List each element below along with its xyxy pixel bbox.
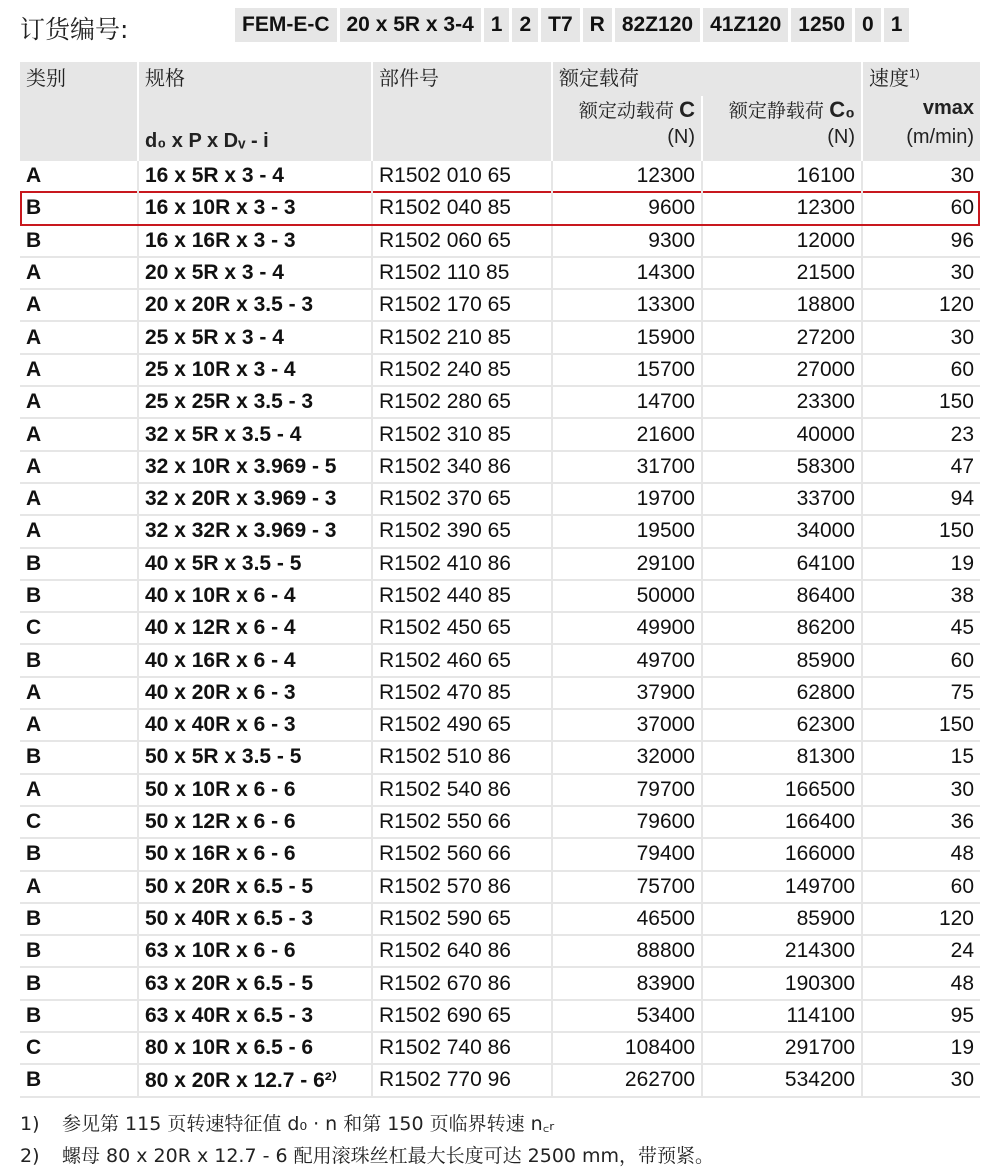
cell-category: C (20, 806, 138, 838)
cell-part-no: R1502 280 65 (372, 386, 552, 418)
cell-dynamic-load: 37000 (552, 709, 702, 741)
table-row (20, 321, 980, 353)
cell-category: A (20, 418, 138, 450)
header-spec-blank (138, 96, 372, 126)
cell-speed: 45 (862, 612, 980, 644)
cell-static-load: 23300 (702, 386, 862, 418)
cell-category: A (20, 709, 138, 741)
cell-spec: 50 x 16R x 6 - 6 (138, 838, 372, 870)
header-static-load (702, 96, 862, 126)
cell-category: A (20, 386, 138, 418)
header-dynamic-load (552, 96, 702, 126)
cell-speed: 30 (862, 160, 980, 192)
cell-dynamic-load: 19500 (552, 515, 702, 547)
cell-dynamic-load: 108400 (552, 1032, 702, 1064)
cell-category: B (20, 838, 138, 870)
cell-spec: 32 x 5R x 3.5 - 4 (138, 418, 372, 450)
cell-dynamic-load: 49900 (552, 612, 702, 644)
cell-speed: 60 (862, 644, 980, 676)
cell-speed: 60 (862, 192, 980, 224)
cell-part-no: R1502 170 65 (372, 289, 552, 321)
table-row (20, 257, 980, 289)
cell-category: A (20, 774, 138, 806)
cell-dynamic-load: 9300 (552, 225, 702, 257)
table-row (20, 1032, 980, 1064)
order-code-segment: 1250 (791, 8, 852, 42)
order-code-bar (20, 8, 980, 42)
footnote (20, 1108, 980, 1140)
cell-speed: 48 (862, 967, 980, 999)
cell-dynamic-load: 31700 (552, 451, 702, 483)
cell-speed: 38 (862, 580, 980, 612)
header-spec: 规格 (138, 62, 372, 96)
cell-category: C (20, 1032, 138, 1064)
cell-spec: 25 x 10R x 3 - 4 (138, 354, 372, 386)
cell-static-load: 18800 (702, 289, 862, 321)
cell-dynamic-load: 14300 (552, 257, 702, 289)
header-static-unit: (N) (702, 126, 862, 160)
cell-speed: 150 (862, 515, 980, 547)
cell-part-no: R1502 370 65 (372, 483, 552, 515)
cell-spec: 40 x 20R x 6 - 3 (138, 677, 372, 709)
cell-speed: 94 (862, 483, 980, 515)
cell-static-load: 85900 (702, 903, 862, 935)
cell-part-no: R1502 770 96 (372, 1064, 552, 1096)
cell-dynamic-load: 262700 (552, 1064, 702, 1096)
cell-spec: 40 x 16R x 6 - 4 (138, 644, 372, 676)
cell-category: A (20, 483, 138, 515)
cell-static-load: 12300 (702, 192, 862, 224)
cell-spec: 25 x 25R x 3.5 - 3 (138, 386, 372, 418)
cell-speed: 60 (862, 354, 980, 386)
cell-static-load: 149700 (702, 871, 862, 903)
cell-dynamic-load: 79400 (552, 838, 702, 870)
cell-static-load: 291700 (702, 1032, 862, 1064)
cell-static-load: 166400 (702, 806, 862, 838)
cell-spec: 25 x 5R x 3 - 4 (138, 321, 372, 353)
cell-dynamic-load: 50000 (552, 580, 702, 612)
cell-speed: 30 (862, 257, 980, 289)
header-rated-load: 额定载荷 (552, 62, 862, 96)
cell-spec: 50 x 20R x 6.5 - 5 (138, 871, 372, 903)
header-part-no: 部件号 (372, 62, 552, 96)
header-speed-unit: (m/min) (862, 126, 980, 160)
cell-spec: 16 x 16R x 3 - 3 (138, 225, 372, 257)
order-code-segment: 2 (512, 8, 538, 42)
cell-spec: 32 x 20R x 3.969 - 3 (138, 483, 372, 515)
cell-category: A (20, 289, 138, 321)
cell-spec: 16 x 5R x 3 - 4 (138, 160, 372, 192)
cell-speed: 60 (862, 871, 980, 903)
cell-part-no: R1502 540 86 (372, 774, 552, 806)
table-row (20, 192, 980, 224)
cell-category: A (20, 451, 138, 483)
header-dynamic-label: 额定动载荷 (578, 101, 674, 122)
cell-spec: 50 x 5R x 3.5 - 5 (138, 741, 372, 773)
cell-speed: 15 (862, 741, 980, 773)
cell-part-no: R1502 470 85 (372, 677, 552, 709)
cell-static-load: 62300 (702, 709, 862, 741)
cell-spec: 50 x 12R x 6 - 6 (138, 806, 372, 838)
table-row (20, 903, 980, 935)
cell-static-load: 64100 (702, 548, 862, 580)
footnote-text: 螺母 80 x 20R x 12.7 - 6 配用滚珠丝杠最大长度可达 2500 mm，带预紧。 (62, 1145, 715, 1167)
spec-table (20, 62, 980, 1098)
cell-dynamic-load: 32000 (552, 741, 702, 773)
cell-part-no: R1502 240 85 (372, 354, 552, 386)
cell-spec: 50 x 10R x 6 - 6 (138, 774, 372, 806)
order-code-segment: 0 (855, 8, 881, 42)
table-row (20, 289, 980, 321)
cell-static-load: 85900 (702, 644, 862, 676)
cell-static-load: 40000 (702, 418, 862, 450)
order-code-segment: 82Z120 (615, 8, 700, 42)
header-part-blank-2 (372, 126, 552, 160)
header-speed-symbol: vmax (862, 96, 980, 126)
cell-speed: 96 (862, 225, 980, 257)
table-row (20, 548, 980, 580)
cell-static-load: 166000 (702, 838, 862, 870)
cell-speed: 48 (862, 838, 980, 870)
cell-spec: 20 x 20R x 3.5 - 3 (138, 289, 372, 321)
cell-dynamic-load: 14700 (552, 386, 702, 418)
cell-category: B (20, 903, 138, 935)
cell-static-load: 34000 (702, 515, 862, 547)
cell-part-no: R1502 740 86 (372, 1032, 552, 1064)
footnote-mark: 1) (20, 1113, 40, 1135)
footnotes (20, 1108, 980, 1172)
cell-spec: 40 x 40R x 6 - 3 (138, 709, 372, 741)
header-speed-note: 1) (909, 66, 920, 81)
cell-static-load: 86400 (702, 580, 862, 612)
cell-static-load: 190300 (702, 967, 862, 999)
table-row (20, 838, 980, 870)
header-spec-symbol: d₀ x P x Dᵥ - i (138, 126, 372, 160)
cell-part-no: R1502 570 86 (372, 871, 552, 903)
cell-part-no: R1502 590 65 (372, 903, 552, 935)
cell-static-load: 12000 (702, 225, 862, 257)
cell-speed: 150 (862, 709, 980, 741)
table-row (20, 677, 980, 709)
cell-category: B (20, 1064, 138, 1096)
cell-spec: 63 x 40R x 6.5 - 3 (138, 1000, 372, 1032)
table-row (20, 644, 980, 676)
table-body (20, 160, 980, 1097)
cell-spec: 63 x 10R x 6 - 6 (138, 935, 372, 967)
cell-dynamic-load: 12300 (552, 160, 702, 192)
cell-category: B (20, 967, 138, 999)
cell-dynamic-load: 29100 (552, 548, 702, 580)
cell-static-load: 27200 (702, 321, 862, 353)
cell-dynamic-load: 79600 (552, 806, 702, 838)
cell-speed: 30 (862, 1064, 980, 1096)
table-row (20, 580, 980, 612)
cell-dynamic-load: 9600 (552, 192, 702, 224)
table-row (20, 967, 980, 999)
cell-spec: 16 x 10R x 3 - 3 (138, 192, 372, 224)
header-static-symbol: C₀ (829, 97, 855, 122)
header-speed (862, 62, 980, 96)
cell-part-no: R1502 560 66 (372, 838, 552, 870)
cell-spec: 40 x 5R x 3.5 - 5 (138, 548, 372, 580)
header-dynamic-symbol: C (679, 97, 695, 122)
table-row (20, 483, 980, 515)
cell-dynamic-load: 75700 (552, 871, 702, 903)
cell-speed: 150 (862, 386, 980, 418)
order-code-segment: FEM-E-C (235, 8, 337, 42)
order-code-segment: 41Z120 (703, 8, 788, 42)
cell-spec: 20 x 5R x 3 - 4 (138, 257, 372, 289)
cell-dynamic-load: 15900 (552, 321, 702, 353)
table-row (20, 418, 980, 450)
cell-category: B (20, 741, 138, 773)
header-dynamic-unit: (N) (552, 126, 702, 160)
table-row (20, 1000, 980, 1032)
order-code-segments (235, 8, 912, 42)
cell-part-no: R1502 440 85 (372, 580, 552, 612)
cell-speed: 24 (862, 935, 980, 967)
cell-speed: 120 (862, 903, 980, 935)
cell-part-no: R1502 210 85 (372, 321, 552, 353)
table-row (20, 709, 980, 741)
cell-speed: 19 (862, 1032, 980, 1064)
footnote-text: 参见第 115 页转速特征值 d₀ · n 和第 150 页临界转速 n꜀ᵣ (62, 1113, 555, 1135)
footnote (20, 1140, 980, 1172)
table-row (20, 160, 980, 192)
table-row (20, 1064, 980, 1096)
table-row (20, 871, 980, 903)
cell-static-load: 534200 (702, 1064, 862, 1096)
cell-speed: 36 (862, 806, 980, 838)
table-row (20, 354, 980, 386)
cell-part-no: R1502 550 66 (372, 806, 552, 838)
order-code-segment: 20 x 5R x 3-4 (340, 8, 481, 42)
order-code-segment: R (583, 8, 612, 42)
cell-static-load: 58300 (702, 451, 862, 483)
cell-category: B (20, 1000, 138, 1032)
cell-speed: 30 (862, 774, 980, 806)
order-code-segment: 1 (484, 8, 510, 42)
cell-part-no: R1502 640 86 (372, 935, 552, 967)
cell-part-no: R1502 340 86 (372, 451, 552, 483)
table-row (20, 451, 980, 483)
cell-spec: 40 x 12R x 6 - 4 (138, 612, 372, 644)
table-row (20, 386, 980, 418)
cell-category: A (20, 515, 138, 547)
cell-part-no: R1502 490 65 (372, 709, 552, 741)
cell-part-no: R1502 040 85 (372, 192, 552, 224)
table-row (20, 225, 980, 257)
cell-static-load: 81300 (702, 741, 862, 773)
cell-part-no: R1502 110 85 (372, 257, 552, 289)
cell-part-no: R1502 010 65 (372, 160, 552, 192)
cell-spec: 32 x 10R x 3.969 - 5 (138, 451, 372, 483)
table-row (20, 774, 980, 806)
cell-static-load: 27000 (702, 354, 862, 386)
table-header (20, 62, 980, 160)
cell-part-no: R1502 390 65 (372, 515, 552, 547)
cell-dynamic-load: 19700 (552, 483, 702, 515)
cell-part-no: R1502 450 65 (372, 612, 552, 644)
cell-speed: 120 (862, 289, 980, 321)
cell-category: B (20, 580, 138, 612)
cell-category: B (20, 548, 138, 580)
cell-speed: 47 (862, 451, 980, 483)
table-row (20, 515, 980, 547)
cell-dynamic-load: 83900 (552, 967, 702, 999)
cell-dynamic-load: 49700 (552, 644, 702, 676)
order-code-segment: 1 (884, 8, 910, 42)
cell-speed: 19 (862, 548, 980, 580)
cell-category: A (20, 321, 138, 353)
cell-speed: 75 (862, 677, 980, 709)
cell-part-no: R1502 060 65 (372, 225, 552, 257)
cell-category: A (20, 257, 138, 289)
header-category-blank (20, 96, 138, 126)
cell-part-no: R1502 460 65 (372, 644, 552, 676)
cell-spec: 40 x 10R x 6 - 4 (138, 580, 372, 612)
cell-static-load: 114100 (702, 1000, 862, 1032)
cell-dynamic-load: 46500 (552, 903, 702, 935)
cell-category: A (20, 871, 138, 903)
cell-speed: 30 (862, 321, 980, 353)
cell-category: B (20, 935, 138, 967)
cell-static-load: 214300 (702, 935, 862, 967)
cell-spec: 32 x 32R x 3.969 - 3 (138, 515, 372, 547)
cell-category: B (20, 192, 138, 224)
header-part-blank (372, 96, 552, 126)
header-static-label: 额定静载荷 (728, 101, 824, 122)
cell-category: B (20, 644, 138, 676)
table-row (20, 935, 980, 967)
cell-dynamic-load: 15700 (552, 354, 702, 386)
table-row (20, 612, 980, 644)
order-code-segment: T7 (541, 8, 580, 42)
cell-dynamic-load: 88800 (552, 935, 702, 967)
cell-static-load: 33700 (702, 483, 862, 515)
cell-spec: 63 x 20R x 6.5 - 5 (138, 967, 372, 999)
cell-spec: 50 x 40R x 6.5 - 3 (138, 903, 372, 935)
cell-dynamic-load: 21600 (552, 418, 702, 450)
cell-category: A (20, 354, 138, 386)
cell-spec: 80 x 10R x 6.5 - 6 (138, 1032, 372, 1064)
cell-part-no: R1502 670 86 (372, 967, 552, 999)
cell-category: A (20, 160, 138, 192)
cell-category: A (20, 677, 138, 709)
cell-part-no: R1502 690 65 (372, 1000, 552, 1032)
cell-spec: 80 x 20R x 12.7 - 6²⁾ (138, 1064, 372, 1096)
cell-static-load: 62800 (702, 677, 862, 709)
cell-static-load: 21500 (702, 257, 862, 289)
cell-speed: 95 (862, 1000, 980, 1032)
header-speed-label: 速度 (869, 68, 909, 90)
cell-speed: 23 (862, 418, 980, 450)
cell-static-load: 16100 (702, 160, 862, 192)
cell-category: C (20, 612, 138, 644)
footnote-mark: 2) (20, 1145, 40, 1167)
table-row (20, 806, 980, 838)
order-code-label: 订货编号: (20, 15, 129, 44)
cell-dynamic-load: 79700 (552, 774, 702, 806)
table-row (20, 741, 980, 773)
header-category: 类别 (20, 62, 138, 96)
cell-dynamic-load: 53400 (552, 1000, 702, 1032)
cell-part-no: R1502 410 86 (372, 548, 552, 580)
cell-category: B (20, 225, 138, 257)
cell-part-no: R1502 310 85 (372, 418, 552, 450)
cell-dynamic-load: 37900 (552, 677, 702, 709)
cell-static-load: 166500 (702, 774, 862, 806)
header-category-blank-2 (20, 126, 138, 160)
cell-dynamic-load: 13300 (552, 289, 702, 321)
cell-part-no: R1502 510 86 (372, 741, 552, 773)
cell-static-load: 86200 (702, 612, 862, 644)
